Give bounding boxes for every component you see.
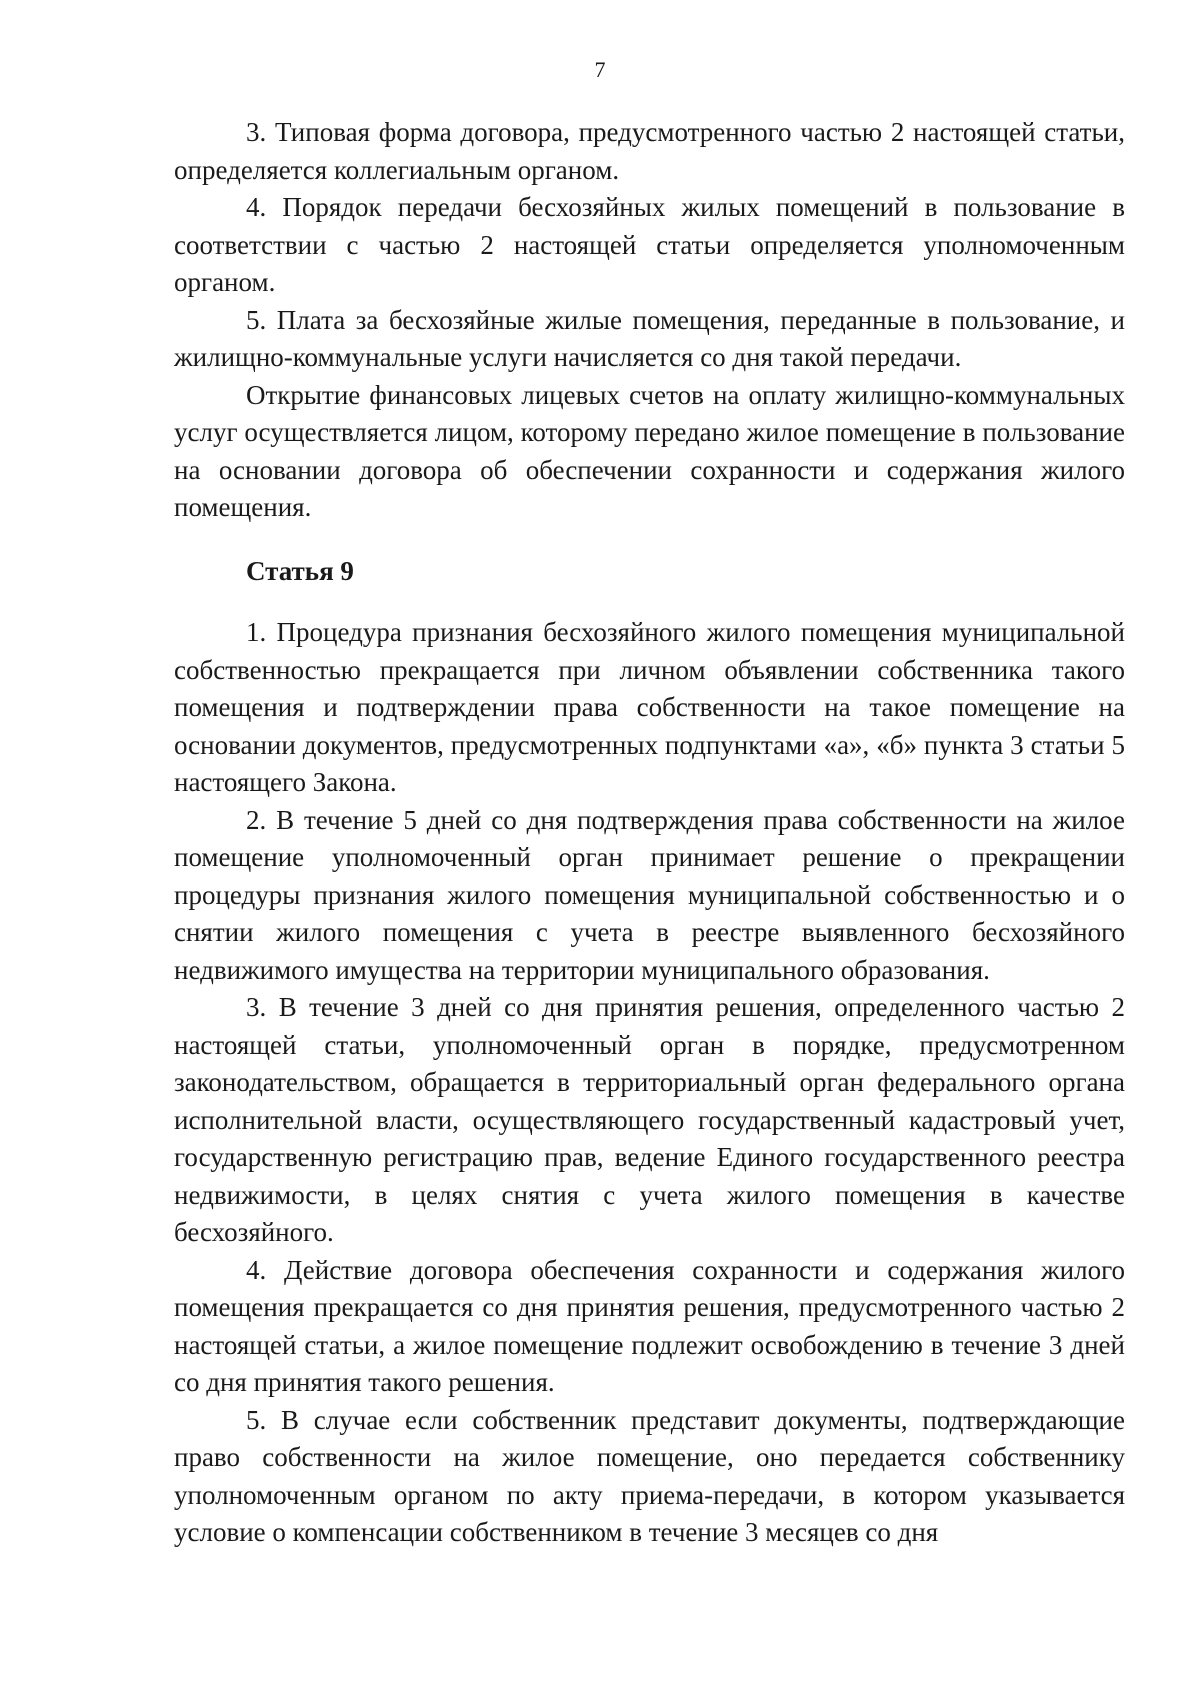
paragraph: 4. Порядок передачи бесхозяйных жилых помещений в пользование в соответствии с частью 2 настоящей статьи определяется уполномоченным органом. xyxy=(174,192,1125,297)
paragraph: 5. Плата за бесхозяйные жилые помещения, переданные в пользование, и жилищно-коммунальные услуги начисляется со дня такой передачи. xyxy=(174,304,1125,372)
article-heading: Статья 9 xyxy=(246,555,354,586)
paragraph: 2. В течение 5 дней со дня подтверждения права собственности на жилое помещение уполномоченный орган принимает решение о прекращении процедуры признания жилого помещения муниципальной собственностью и о снятии жилого помещения с учета в реестре выявленного бесхозяйного недвижимого имущества на территории муниципального образования. xyxy=(174,804,1125,985)
paragraph: 3. В течение 3 дней со дня принятия решения, определенного частью 2 настоящей статьи, уполномоченный орган в порядке, предусмотренном законодательством, обращается в территориальный орган федерального органа исполнительной власти, осуществляющего государственный кадастровый учет, государственную регистрацию прав, ведение Единого государственного реестра недвижимости, в целях снятия с учета жилого помещения в качестве бесхозяйного. xyxy=(174,992,1125,1247)
document-body xyxy=(174,114,1125,1552)
page-number: 7 xyxy=(594,57,606,82)
paragraph: Открытие финансовых лицевых счетов на оплату жилищно-коммунальных услуг осуществляется лицом, которому передано жилое помещение в пользование на основании договора об обеспечении сохранности и содержания жилого помещения. xyxy=(174,379,1125,522)
paragraph: 3. Типовая форма договора, предусмотренного частью 2 настоящей статьи, определяется коллегиальным органом. xyxy=(174,117,1125,185)
paragraph: 1. Процедура признания бесхозяйного жилого помещения муниципальной собственностью прекращается при личном объявлении собственника такого помещения и подтверждении права собственности на такое помещение на основании документов, предусмотренных подпунктами «а», «б» пункта 3 статьи 5 настоящего Закона. xyxy=(174,617,1125,797)
paragraph: 5. В случае если собственник представит документы, подтверждающие право собственности на жилое помещение, оно передается собственнику уполномоченным органом по акту приема-передачи, в котором указывается условие о компенсации собственником в течение 3 месяцев со дня xyxy=(174,1404,1125,1547)
paragraph: 4. Действие договора обеспечения сохранности и содержания жилого помещения прекращается со дня принятия решения, предусмотренного частью 2 настоящей статьи, а жилое помещение подлежит освобождению в течение 3 дней со дня принятия такого решения. xyxy=(174,1254,1125,1397)
